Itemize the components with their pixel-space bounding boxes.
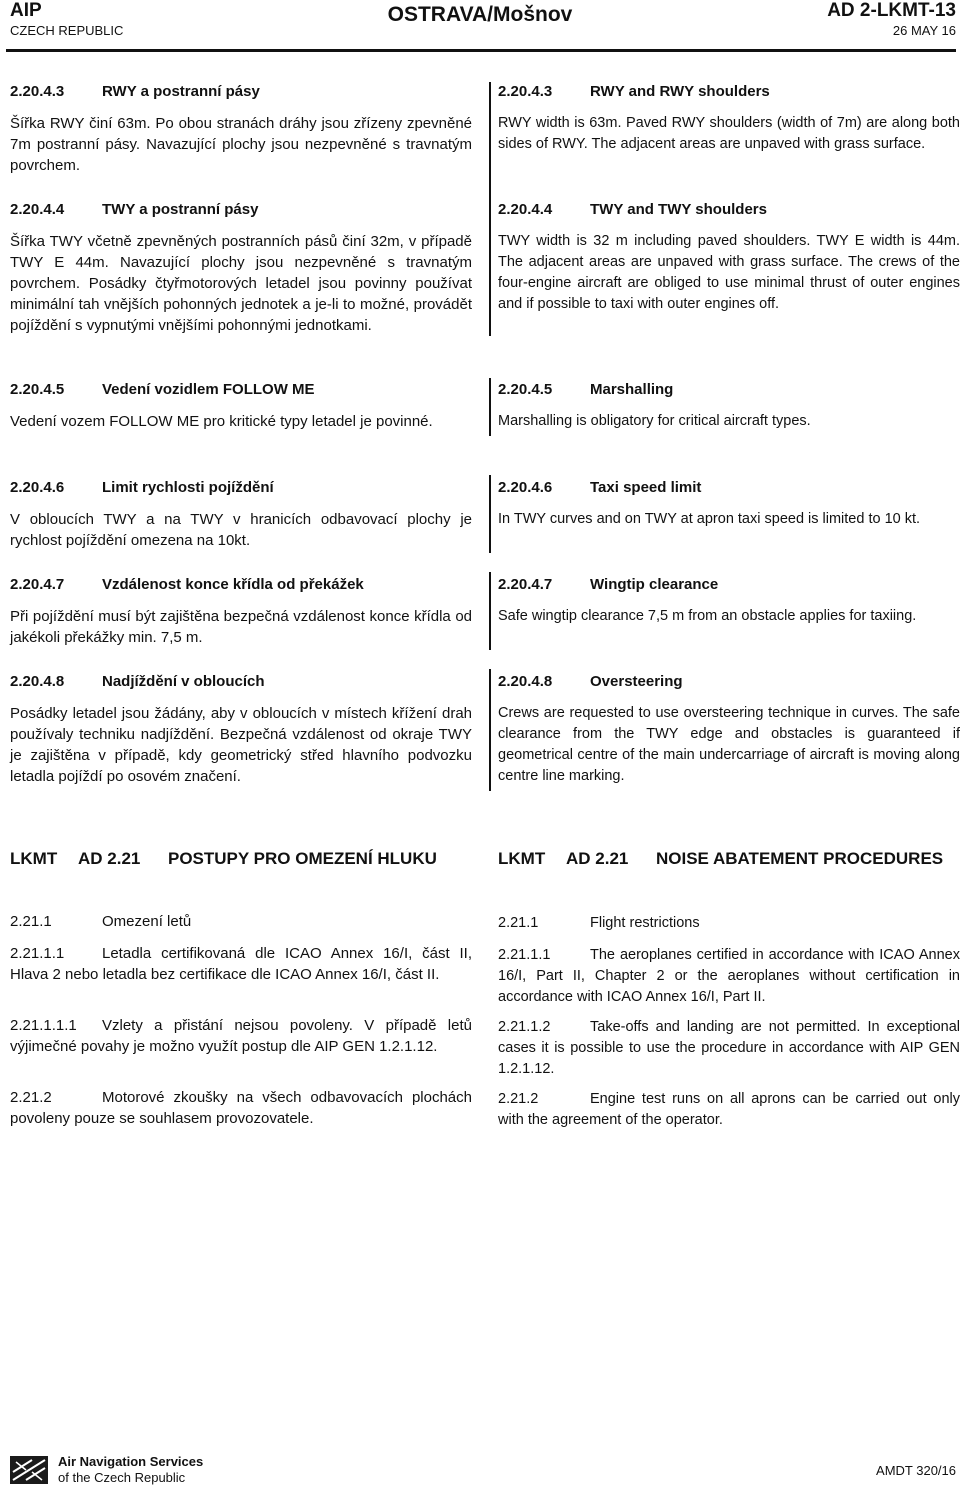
chapter-title: NOISE ABATEMENT PROCEDURES (656, 849, 944, 868)
section-2-20-4-5 (10, 380, 472, 432)
section-title: Oversteering (590, 673, 683, 690)
section-number: 2.20.4.6 (10, 479, 65, 496)
section-number: 2.20.4.4 (498, 201, 553, 218)
paragraph-number: 2.21.2 (498, 1091, 539, 1107)
section-number: 2.20.4.7 (10, 576, 65, 593)
paragraph-2-21-1-1 (10, 943, 472, 985)
section-text: TWY width is 32 m including paved shoulders. TWY E width is 44m. The adjacent areas are unpaved with grass surface. The crews of the four-engine aircraft are obliged to use minimal thrust of outer engines and if possible to taxi with outer engines off. (498, 233, 960, 312)
paragraph-text: Take-offs and landing are not permitted. In exceptional cases it is possible to use the procedure in accordance with AIP GEN 1.2.1.12. (498, 1019, 960, 1077)
section-2-20-4-5 (498, 380, 960, 432)
paragraph-text: Letadla certifikovaná dle ICAO Annex 16/I, část II, Hlava 2 nebo letadla bez certifikace dle ICAO Annex 16/I, část II. (10, 945, 472, 983)
section-heading (10, 82, 472, 102)
section-heading (498, 380, 960, 400)
section-title: Nadjíždění v obloucích (102, 673, 265, 690)
paragraph-number: 2.21.1.2 (498, 1019, 551, 1035)
change-bar (489, 669, 491, 791)
section-number: 2.20.4.4 (10, 201, 65, 218)
header-right (827, 0, 956, 39)
section-heading (498, 672, 960, 692)
paragraph-2-21-1 (10, 911, 472, 932)
section-text: Při pojíždění musí být zajištěna bezpečná vzdálenost konce křídla od jakékoli překážky min. 7,5 m. (10, 608, 472, 646)
paragraph-number: 2.21.1.1 (498, 947, 551, 963)
section-2-20-4-6 (10, 478, 472, 551)
section-heading (498, 575, 960, 595)
page-code: AD 2-LKMT-13 (827, 0, 956, 21)
section-2-20-4-3 (498, 82, 960, 155)
chapter-title: POSTUPY PRO OMEZENÍ HLUKU (168, 849, 437, 868)
paragraph-text: The aeroplanes certified in accordance with ICAO Annex 16/I, Part II, Chapter 2 or the aeroplanes without certification in accordance with ICAO Annex 16/I, Part II. (498, 947, 960, 1005)
section-number: 2.20.4.3 (498, 83, 553, 100)
section-text: Vedení vozem FOLLOW ME pro kritické typy letadel je povinné. (10, 413, 433, 430)
section-number: 2.20.4.6 (498, 479, 553, 496)
section-number: 2.20.4.5 (498, 381, 553, 398)
section-heading (10, 672, 472, 692)
footer-organization (58, 1454, 203, 1486)
paragraph-number: 2.21.1 (498, 915, 539, 931)
section-2-20-4-7 (10, 575, 472, 648)
section-2-20-4-4 (498, 200, 960, 315)
section-title: RWY and RWY shoulders (590, 83, 770, 100)
section-heading (498, 200, 960, 220)
section-title: Vedení vozidlem FOLLOW ME (102, 381, 315, 398)
section-text: Posádky letadel jsou žádány, aby v obloucích v místech křížení drah používaly techniku nadjíždění. Bezpečná vzdálenost od okraje TWY je zajištěna v případě, kdy geometrický střed hlavního podvozku letadla pojíždí po osovém značení. (10, 705, 472, 785)
chapter-icao: LKMT (10, 849, 58, 868)
chapter-ad-number: AD 2.21 (78, 849, 141, 868)
section-heading (10, 200, 472, 220)
section-2-20-4-8 (10, 672, 472, 787)
section-text: Marshalling is obligatory for critical aircraft types. (498, 413, 811, 429)
section-number: 2.20.4.8 (498, 673, 553, 690)
paragraph-number: 2.21.1 (10, 913, 52, 930)
section-text: Šířka RWY činí 63m. Po obou stranách dráhy jsou zřízeny zpevněné 7m postranní pásy. Navazující plochy jsou nezpevněné s travnatým povrchem. (10, 115, 472, 174)
section-2-20-4-8 (498, 672, 960, 787)
section-number: 2.20.4.5 (10, 381, 65, 398)
aip-label: AIP (10, 0, 42, 21)
section-2-20-4-7 (498, 575, 960, 627)
section-number: 2.20.4.8 (10, 673, 65, 690)
paragraph-2-21-2 (10, 1087, 472, 1129)
section-heading (498, 478, 960, 498)
section-heading (498, 82, 960, 102)
section-2-20-4-3 (10, 82, 472, 176)
page-title: OSTRAVA/Mošnov (387, 3, 573, 26)
paragraph-2-21-1-1-1 (10, 1015, 472, 1057)
section-text: Safe wingtip clearance 7,5 m from an obstacle applies for taxiing. (498, 608, 917, 624)
section-heading (10, 380, 472, 400)
paragraph-text: Flight restrictions (590, 915, 700, 931)
change-bar (489, 378, 491, 436)
paragraph-2-21-1 (498, 913, 960, 934)
section-2-20-4-6 (498, 478, 960, 530)
paragraph-text: Motorové zkoušky na všech odbavovacích plochách povoleny pouze se souhlasem provozovatele. (10, 1089, 472, 1127)
section-title: Wingtip clearance (590, 576, 719, 593)
section-title: TWY and TWY shoulders (590, 201, 767, 218)
org-name-line2: of the Czech Republic (58, 1470, 186, 1485)
org-name-line1: Air Navigation Services (58, 1454, 204, 1469)
header-divider (6, 49, 956, 52)
section-heading (10, 575, 472, 595)
paragraph-text: Engine test runs on all aprons can be carried out only with the agreement of the operator. (498, 1091, 960, 1128)
paragraph-2-21-1-1 (498, 945, 960, 1008)
paragraph-number: 2.21.1.1.1 (10, 1017, 77, 1034)
paragraph-number: 2.21.1.1 (10, 945, 65, 962)
section-2-20-4-4 (10, 200, 472, 336)
change-bar (489, 82, 491, 336)
paragraph-2-21-1-2 (498, 1017, 960, 1080)
section-text: Šířka TWY včetně zpevněných postranních pásů činí 32m, v případě TWY E 44m. Navazující plochy jsou nezpevněné s travnatým povrchem. Posádky čtyřmotorových letadel jsou povinny používat minimální tah vnějších pohonných jednotek a je-li to možné, provádět pojíždění s vypnutými vnějšími pohonnými jednotkami. (10, 233, 472, 334)
chapter-icao: LKMT (498, 849, 546, 868)
country-label: CZECH REPUBLIC (10, 23, 124, 38)
chapter-ad-number: AD 2.21 (566, 849, 629, 868)
paragraph-text: Vzlety a přistání nejsou povoleny. V případě letů výjimečné povahy je možno využít postup dle AIP GEN 1.2.1.12. (10, 1017, 472, 1055)
section-number: 2.20.4.3 (10, 83, 65, 100)
section-text: V obloucích TWY a na TWY v hranicích odbavovací plochy je rychlost pojíždění omezena na 10kt. (10, 511, 472, 549)
ans-logo-icon (10, 1456, 48, 1484)
section-title: RWY a postranní pásy (102, 83, 260, 100)
section-title: Marshalling (590, 381, 674, 398)
section-text: Crews are requested to use oversteering technique in curves. The safe clearance from the TWY edge and obstacles is guaranteed if geometrical centre of the main undercarriage of aircraft is moving along centre line marking. (498, 705, 960, 784)
section-text: In TWY curves and on TWY at apron taxi speed is limited to 10 kt. (498, 511, 921, 527)
chapter-heading (10, 847, 472, 870)
page-date: 26 MAY 16 (892, 23, 956, 38)
paragraph-2-21-2 (498, 1089, 960, 1131)
change-bar (489, 572, 491, 650)
chapter-heading (498, 847, 960, 870)
section-title: Limit rychlosti pojíždění (102, 479, 274, 496)
amendment-number: AMDT 320/16 (876, 1463, 956, 1478)
section-heading (10, 478, 472, 498)
section-title: Vzdálenost konce křídla od překážek (102, 576, 364, 593)
paragraph-text: Omezení letů (102, 913, 192, 930)
section-title: TWY a postranní pásy (102, 201, 259, 218)
change-bar (489, 475, 491, 553)
section-number: 2.20.4.7 (498, 576, 553, 593)
section-title: Taxi speed limit (590, 479, 702, 496)
section-text: RWY width is 63m. Paved RWY shoulders (width of 7m) are along both sides of RWY. The adjacent areas are unpaved with grass surface. (498, 115, 960, 152)
paragraph-number: 2.21.2 (10, 1089, 52, 1106)
